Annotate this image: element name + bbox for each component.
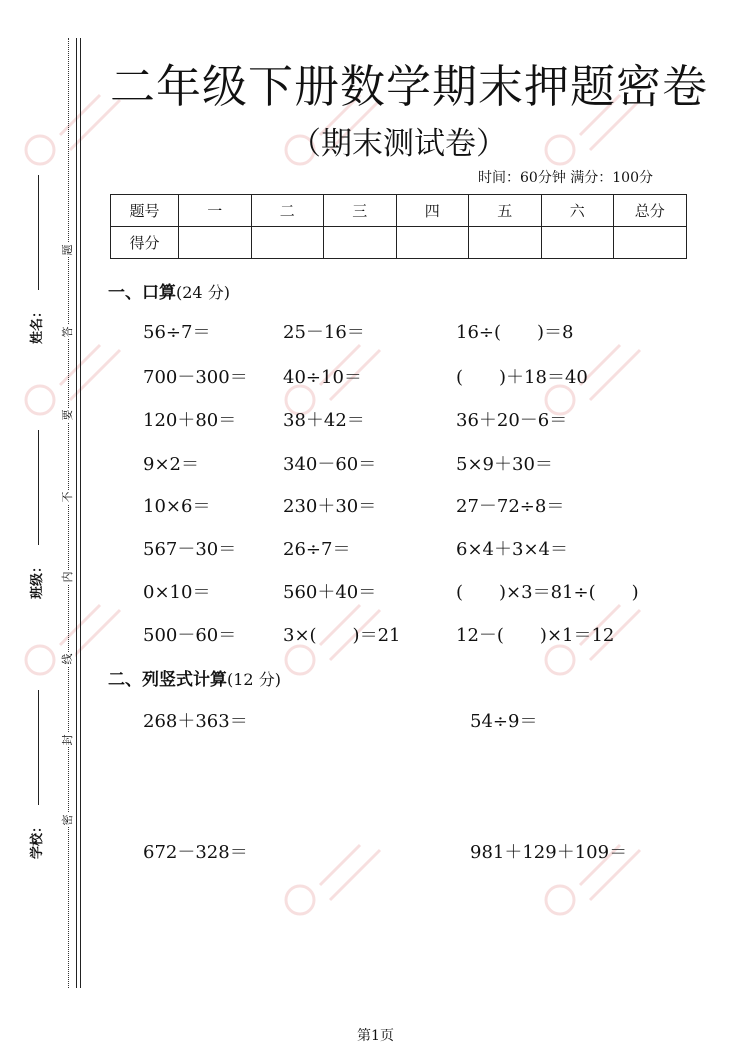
vertical-calc-question: 981＋129＋109＝: [470, 842, 628, 863]
section2-heading: [108, 665, 281, 690]
oral-question: 6×4＋3×4＝: [456, 539, 568, 560]
vertical-calc-question: 268＋363＝: [143, 711, 248, 732]
seal-char: 密: [61, 814, 74, 826]
seal-char: 答: [61, 326, 74, 338]
class-label: 班级：: [30, 559, 46, 600]
section2-title: 二、列竖式计算: [108, 670, 227, 690]
oral-question: 700－300＝: [143, 367, 248, 388]
oral-question: 9×2＝: [143, 454, 199, 475]
score-header-cell: 二: [251, 195, 324, 227]
oral-question: 16÷( )＝8: [456, 322, 574, 343]
oral-question: 230＋30＝: [283, 496, 377, 517]
page-subtitle: （期末测试卷）: [290, 126, 507, 162]
oral-question: 10×6＝: [143, 496, 211, 517]
class-blank-line: [38, 430, 39, 545]
section2-points: (12 分): [227, 670, 281, 689]
oral-question: 0×10＝: [143, 582, 211, 603]
seal-char: 题: [61, 244, 74, 256]
seal-char: 线: [61, 653, 74, 665]
oral-question: 5×9＋30＝: [456, 454, 553, 475]
oral-question: ( )＋18＝40: [456, 367, 588, 388]
binding-dotted-line: [68, 38, 69, 988]
page-title: 二年级下册数学期末押题密卷: [110, 60, 709, 113]
oral-question: 3×( )＝21: [283, 625, 401, 646]
oral-question: 38＋42＝: [283, 410, 365, 431]
score-cell[interactable]: [469, 227, 542, 259]
vertical-calc-question: 672－328＝: [143, 842, 248, 863]
school-label: 学校：: [30, 819, 46, 860]
oral-question: 40÷10＝: [283, 367, 362, 388]
oral-question: 26÷7＝: [283, 539, 351, 560]
oral-question: 340－60＝: [283, 454, 377, 475]
oral-question: ( )×3＝81÷( ): [456, 582, 639, 603]
score-header-cell: 四: [396, 195, 469, 227]
score-table-score-row: [111, 227, 687, 259]
name-label: 姓名：: [30, 304, 46, 345]
oral-question: 56÷7＝: [143, 322, 211, 343]
score-header-cell: 三: [324, 195, 397, 227]
seal-char: 要: [61, 409, 74, 421]
score-cell[interactable]: [179, 227, 252, 259]
seal-char: 封: [61, 734, 74, 746]
oral-question: 120＋80＝: [143, 410, 237, 431]
score-header-cell: 六: [541, 195, 614, 227]
score-table-header-row: [111, 195, 687, 227]
score-header-cell: 总分: [614, 195, 687, 227]
school-blank-line: [38, 690, 39, 805]
binding-line: [76, 38, 77, 988]
binding-line: [80, 38, 81, 988]
score-cell[interactable]: [541, 227, 614, 259]
oral-question: 567－30＝: [143, 539, 237, 560]
oral-question: 12－( )×1＝12: [456, 625, 615, 646]
vertical-calc-question: 54÷9＝: [470, 711, 538, 732]
page-number: 第1页: [357, 1028, 394, 1044]
oral-question: 36＋20－6＝: [456, 410, 568, 431]
seal-char: 内: [61, 571, 74, 583]
score-header-cell: 题号: [111, 195, 179, 227]
score-cell[interactable]: [324, 227, 397, 259]
score-cell[interactable]: [614, 227, 687, 259]
oral-question: 25－16＝: [283, 322, 365, 343]
section1-title: 一、口算: [108, 283, 176, 303]
oral-question: 560＋40＝: [283, 582, 377, 603]
section1-heading: [108, 278, 230, 303]
oral-question: 500－60＝: [143, 625, 237, 646]
seal-char: 不: [61, 491, 74, 503]
score-row-label: 得分: [111, 227, 179, 259]
score-header-cell: 一: [179, 195, 252, 227]
score-header-cell: 五: [469, 195, 542, 227]
section1-points: (24 分): [176, 283, 230, 302]
name-blank-line: [38, 175, 39, 290]
oral-question: 27－72÷8＝: [456, 496, 565, 517]
score-cell[interactable]: [396, 227, 469, 259]
exam-meta: 时间：60分钟 满分：100分: [478, 170, 653, 186]
score-cell[interactable]: [251, 227, 324, 259]
score-table: [110, 194, 687, 259]
